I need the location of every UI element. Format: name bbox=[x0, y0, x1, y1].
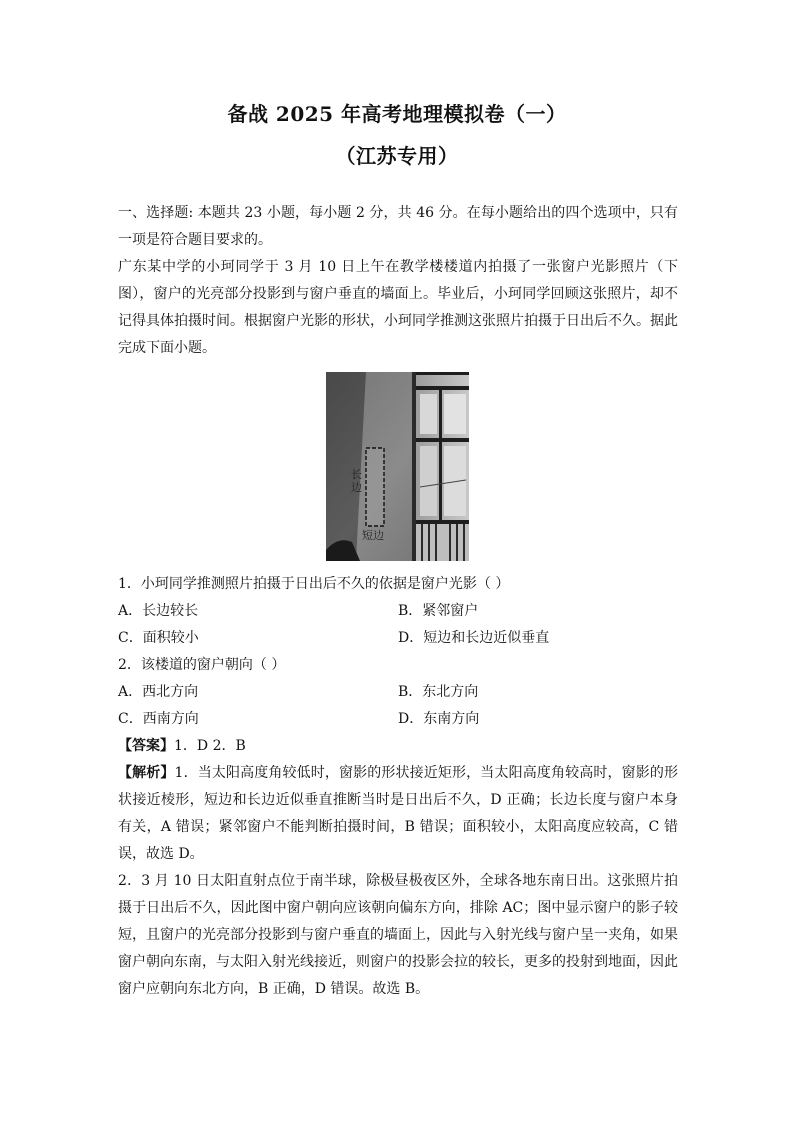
question-2-stem: 2．该楼道的窗户朝向（ ） bbox=[118, 657, 286, 673]
q2-option-d: D．东南方向 bbox=[398, 711, 480, 727]
intro-block bbox=[118, 200, 678, 362]
answer-label: 【答案】 bbox=[118, 738, 174, 754]
label-long-side: 长边 bbox=[351, 468, 362, 494]
question-1-options-row-2 bbox=[118, 625, 678, 652]
page-subtitle: （江苏专用） bbox=[335, 144, 459, 168]
photo-graphic bbox=[326, 372, 469, 561]
question-1-stem: 1．小珂同学推测照片拍摄于日出后不久的依据是窗户光影（ ） bbox=[118, 576, 510, 592]
page-title: 备战 2025 年高考地理模拟卷（一） bbox=[227, 102, 567, 126]
question-material: 广东某中学的小珂同学于 3 月 10 日上午在教学楼楼道内拍摄了一张窗户光影照片（下图），窗户的光亮部分投影到与窗户垂直的墙面上。毕业后，小珂同学回顾这张照片，却不记得具体拍摄时间。根据窗户光影的形状，小珂同学推测这张照片拍摄于日出后不久。据此完成下面小题。 bbox=[118, 259, 678, 356]
answer-line bbox=[118, 733, 678, 760]
q1-option-a: A．长边较长 bbox=[118, 603, 199, 619]
q2-option-b: B．东北方向 bbox=[398, 684, 479, 700]
analysis-2: 2．3 月 10 日太阳直射点位于南半球，除极昼极夜区外，全球各地东南日出。这张照片拍摄于日出后不久，因此图中窗户朝向应该朝向偏东方向，排除 AC；图中显示窗户的影子较短，且窗户的光亮部分投影到与窗户垂直的墙面上，因此与入射光线与窗户呈一夹角，如果窗户朝向东南，与太阳入射光线接近，则窗户的投影会拉的较长，更多的投射到地面，因此窗户应朝向东北方向，B 正确，D 错误。故选 B。 bbox=[118, 873, 678, 997]
section-instructions: 一、选择题: 本题共 23 小题，每小题 2 分，共 46 分。在每小题给出的四个选项中，只有一项是符合题目要求的。 bbox=[118, 205, 678, 248]
analysis-1 bbox=[118, 760, 678, 868]
question-1-options-row-1 bbox=[118, 598, 678, 625]
label-short-side: 短边 bbox=[362, 529, 384, 542]
answer-text: 1．D 2．B bbox=[174, 738, 246, 754]
question-2-options-row-2 bbox=[118, 706, 678, 733]
questions-block bbox=[118, 571, 678, 1003]
q1-option-c: C．面积较小 bbox=[118, 630, 199, 646]
window-shadow-photo bbox=[326, 372, 469, 561]
analysis-1-text: 1．当太阳高度角较低时，窗影的形状接近矩形，当太阳高度角较高时，窗影的形状接近棱形，短边和长边近似垂直推断当时是日出后不久，D 正确；长边长度与窗户本身有关，A 错误；紧邻窗户不能判断拍摄时间，B 错误；面积较小，太阳高度应较高，C 错误，故选 D。 bbox=[118, 765, 679, 862]
analysis-label: 【解析】 bbox=[118, 765, 175, 781]
q2-option-c: C．西南方向 bbox=[118, 711, 199, 727]
q2-option-a: A．西北方向 bbox=[118, 684, 199, 700]
q1-option-d: D．短边和长边近似垂直 bbox=[398, 630, 550, 646]
question-2-options-row-1 bbox=[118, 679, 678, 706]
q1-option-b: B．紧邻窗户 bbox=[398, 603, 479, 619]
